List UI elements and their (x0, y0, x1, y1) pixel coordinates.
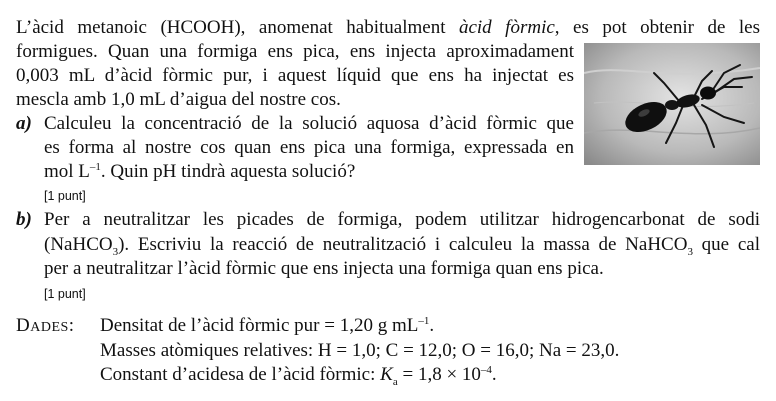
part-b-line-3: per a neutralitzar l’àcid fòrmic que ens injecta una formiga quan ens pica. (44, 258, 604, 279)
part-b-line-1: Per a neutralitzar les picades de formiga, podem utilitzar hidrogencarbonat de sodi (44, 209, 760, 230)
ka-end: . (491, 364, 497, 385)
part-b-points: [1 punt] (44, 287, 86, 301)
part-b-text: ). Escriviu la reacció de neutralització i calculeu la massa de NaHCO (118, 234, 688, 255)
intro-text: , es pot obtenir de les (554, 17, 760, 38)
part-a-question: . Quin pH tindrà aquesta solució? (100, 161, 356, 182)
part-a-label: a) (16, 113, 32, 134)
dades-label-colon: : (68, 315, 75, 336)
part-a-line-1: Calculeu la concentració de la solució aquosa d’àcid fòrmic que (44, 113, 574, 134)
intro-text: L’àcid metanoic (HCOOH), anomenat habitualment (16, 17, 459, 38)
intro-emphasis: àcid fòrmic (458, 17, 555, 38)
ka-subscript: a (392, 376, 398, 388)
part-b-line-2 (44, 233, 760, 257)
part-b-label: b) (16, 209, 32, 230)
ka-symbol: K (380, 364, 393, 385)
dades-acidity-constant (100, 363, 497, 387)
part-a-line-3 (44, 160, 355, 184)
part-b-text: (NaHCO (44, 234, 113, 255)
dades-density (100, 314, 434, 338)
ant-image (584, 43, 760, 165)
dades-atomic-masses: Masses atòmiques relatives: H = 1,0; C = 12,0; O = 16,0; Na = 23,0. (100, 340, 620, 361)
ka-text: Constant d’acidesa de l’àcid fòrmic: (100, 364, 381, 385)
density-end: . (429, 315, 435, 336)
part-b-subscript: 3 (112, 246, 119, 258)
intro-line-3: 0,003 mL d’àcid fòrmic pur, i aquest líquid que ens ha injectat es (16, 65, 574, 86)
ant-photo (584, 43, 760, 165)
dades-label-initial: D (16, 315, 31, 336)
part-b-text: que cal (692, 234, 760, 255)
density-text: Densitat de l’àcid fòrmic pur = 1,20 g mL (100, 315, 419, 336)
intro-line-1 (16, 16, 760, 40)
ka-exponent: –4 (480, 364, 492, 376)
dades-label-rest: ADES (30, 320, 69, 335)
part-a-unit: mol L (44, 161, 90, 182)
part-a-points: [1 punt] (44, 189, 86, 203)
part-a-exponent: –1 (89, 161, 101, 173)
part-a-line-2: es forma al nostre cos quan ens pica una formiga, expressada en (44, 137, 574, 158)
intro-line-4: mescla amb 1,0 mL d’aigua del nostre cos. (16, 89, 341, 110)
dades-label (16, 314, 75, 340)
density-exponent: –1 (418, 315, 430, 327)
part-b-subscript: 3 (687, 246, 693, 258)
ka-value: = 1,8 × 10 (397, 364, 481, 385)
intro-line-2: formigues. Quan una formiga ens pica, ens injecta aproximadament (16, 41, 574, 62)
